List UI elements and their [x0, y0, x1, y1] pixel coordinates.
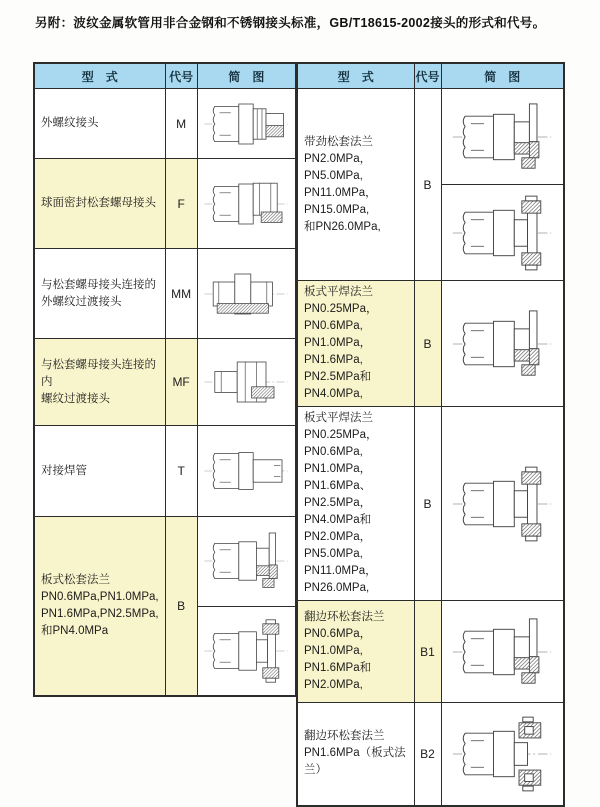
fitting-code-cell: T	[165, 426, 197, 517]
fitting-type-cell: 翻边环松套法兰 PN1.6MPa（板式法兰）	[297, 703, 414, 806]
fitting-type-cell: 板式松套法兰 PN0.6MPa,PN1.0MPa, PN1.6MPa,PN2.5MPa, 和PN4.0MPa	[34, 517, 165, 696]
fitting-code-cell: B2	[414, 703, 441, 806]
fitting-diagram-nipple-icon	[202, 262, 290, 326]
fitting-code-cell: B	[414, 407, 441, 601]
table-row	[34, 517, 296, 607]
column-header-type: 型 式	[297, 63, 414, 89]
diagram-cell	[441, 185, 564, 281]
diagram-cell	[197, 426, 296, 517]
column-header-diagram: 简 图	[441, 63, 564, 89]
fitting-type-cell: 翻边环松套法兰 PN0.6MPa，PN1.0MPa, PN1.6MPa和PN2.0MPa,	[297, 601, 414, 703]
diagram-cell	[441, 281, 564, 407]
table-row	[297, 89, 564, 185]
table-row	[34, 426, 296, 517]
column-header-code: 代号	[414, 63, 441, 89]
fitting-type-cell: 带劲松套法兰 PN2.0MPa，PN5.0MPa, PN11.0MPa，PN15.0MPa, 和PN26.0MPa,	[297, 89, 414, 281]
fitting-code-cell: F	[165, 159, 197, 249]
table-row	[34, 89, 296, 159]
fitting-diagram-flange-up-icon	[450, 614, 554, 690]
fitting-code-cell: B	[414, 89, 441, 281]
fitting-type-cell: 板式平焊法兰 PN0.25MPa，PN0.6MPa, PN1.0MPa，PN1.6MPa, PN2.5MPa和PN4.0MPa,	[297, 281, 414, 407]
fitting-type-cell: 外螺纹接头	[34, 89, 165, 159]
fitting-diagram-flange-up-icon	[450, 99, 554, 175]
fitting-type-cell: 板式平焊法兰 PN0.25MPa，PN0.6MPa, PN1.0MPa，PN1.6MPa、 PN2.5MPa，PN4.0MPa和 PN2.0MPa，PN5.0MPa, PN11.0MPa，PN26.0MPa,	[297, 407, 414, 601]
diagram-cell	[197, 249, 296, 339]
fitting-code-cell: MF	[165, 339, 197, 426]
page-title: 另附：波纹金属软管用非合金钢和不锈钢接头标准，GB/T18615-2002接头的形式和代号。	[35, 16, 546, 30]
fitting-diagram-flange-up-icon	[450, 306, 554, 382]
fitting-code-cell: B	[165, 517, 197, 696]
column-header-diagram: 简 图	[197, 63, 296, 89]
diagram-cell	[441, 89, 564, 185]
fitting-code-cell: B	[414, 281, 441, 407]
diagram-cell	[197, 517, 296, 607]
fitting-code-cell: MM	[165, 249, 197, 339]
fitting-diagram-flange-up-icon	[202, 529, 290, 593]
fitting-diagram-hex-female-icon	[202, 350, 290, 414]
fitting-type-cell: 球面密封松套螺母接头	[34, 159, 165, 249]
fitting-type-cell: 与松套螺母接头连接的 外螺纹过渡接头	[34, 249, 165, 339]
fitting-type-cell: 与松套螺母接头连接的内 螺纹过渡接头	[34, 339, 165, 426]
column-header-type: 型 式	[34, 63, 165, 89]
fitting-diagram-flange-sym-icon	[450, 195, 554, 271]
fitting-diagram-hex-large-icon	[202, 172, 290, 236]
fitting-diagram-flange-sym-icon	[450, 466, 554, 542]
diagram-cell	[441, 601, 564, 703]
table-row	[297, 703, 564, 806]
table-row	[297, 407, 564, 601]
fitting-diagram-flange-sym-icon	[202, 619, 290, 683]
diagram-cell	[197, 606, 296, 696]
fitting-code-cell: M	[165, 89, 197, 159]
fitting-diagram-tube-icon	[202, 439, 290, 503]
diagram-cell	[441, 703, 564, 806]
fitting-diagram-hex-male-icon	[202, 92, 290, 156]
table-row	[297, 601, 564, 703]
table-row	[34, 339, 296, 426]
column-header-code: 代号	[165, 63, 197, 89]
fitting-code-cell: B1	[414, 601, 441, 703]
fittings-table-left	[33, 62, 297, 697]
table-row	[34, 249, 296, 339]
diagram-cell	[197, 89, 296, 159]
diagram-cell	[197, 339, 296, 426]
table-row	[34, 159, 296, 249]
fittings-table-right	[296, 62, 565, 807]
diagram-cell	[197, 159, 296, 249]
fitting-type-cell: 对接焊管	[34, 426, 165, 517]
fitting-diagram-flange-lap-icon	[450, 716, 554, 792]
diagram-cell	[441, 407, 564, 601]
table-row	[297, 281, 564, 407]
